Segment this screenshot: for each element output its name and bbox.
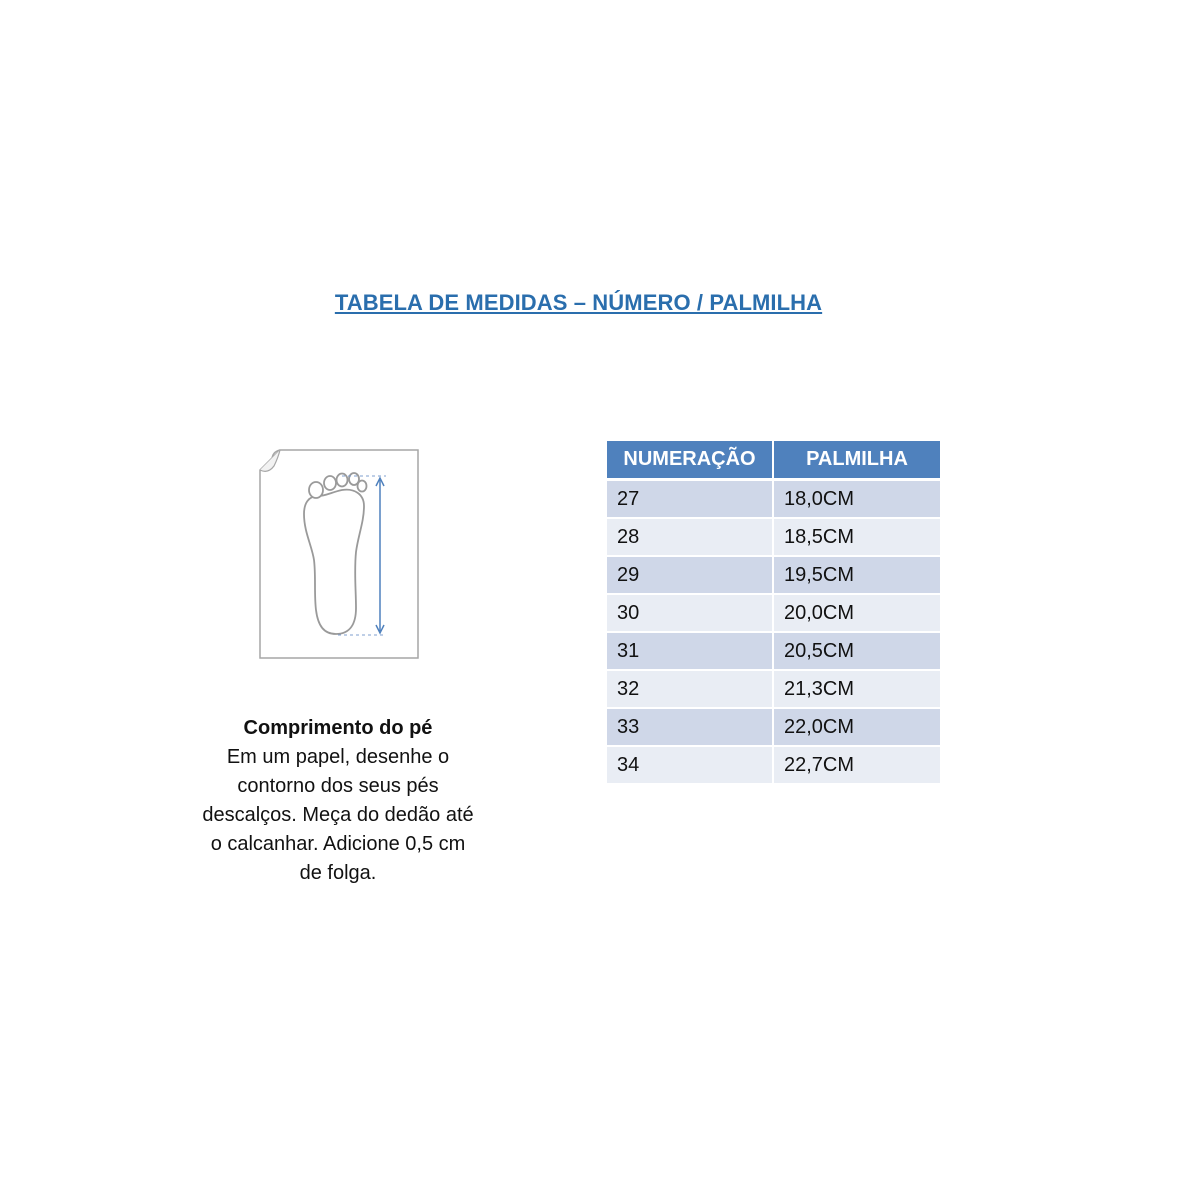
table-row (607, 556, 940, 594)
cell-insole: 22,0CM (773, 708, 940, 746)
table-row (607, 632, 940, 670)
instructions-line: descalços. Meça do dedão até (202, 804, 474, 826)
foot-measure-illustration (258, 448, 420, 660)
header-numeracao: NUMERAÇÃO (607, 441, 773, 480)
cell-insole: 20,5CM (773, 632, 940, 670)
instructions-heading: Comprimento do pé (243, 717, 433, 739)
table-row (607, 746, 940, 784)
cell-insole: 22,7CM (773, 746, 940, 784)
cell-insole: 20,0CM (773, 594, 940, 632)
size-table (607, 441, 940, 785)
cell-insole: 18,0CM (773, 480, 940, 519)
cell-insole: 21,3CM (773, 670, 940, 708)
table-row (607, 708, 940, 746)
instructions-line: de folga. (299, 862, 377, 884)
instructions-line: Em um papel, desenhe o (226, 746, 450, 768)
instructions-line: contorno dos seus pés (237, 775, 439, 797)
page-title: TABELA DE MEDIDAS – NÚMERO / PALMILHA (334, 290, 823, 315)
cell-size: 27 (607, 480, 773, 519)
table-row (607, 518, 940, 556)
cell-size: 29 (607, 556, 773, 594)
cell-size: 32 (607, 670, 773, 708)
foot-length-instructions (178, 714, 498, 888)
table-row (607, 670, 940, 708)
cell-insole: 19,5CM (773, 556, 940, 594)
instructions-line: o calcanhar. Adicione 0,5 cm (210, 833, 466, 855)
cell-size: 31 (607, 632, 773, 670)
cell-size: 33 (607, 708, 773, 746)
table-row (607, 480, 940, 519)
header-palmilha: PALMILHA (773, 441, 940, 480)
cell-size: 34 (607, 746, 773, 784)
cell-size: 30 (607, 594, 773, 632)
cell-size: 28 (607, 518, 773, 556)
table-header-row (607, 441, 940, 480)
cell-insole: 18,5CM (773, 518, 940, 556)
table-row (607, 594, 940, 632)
